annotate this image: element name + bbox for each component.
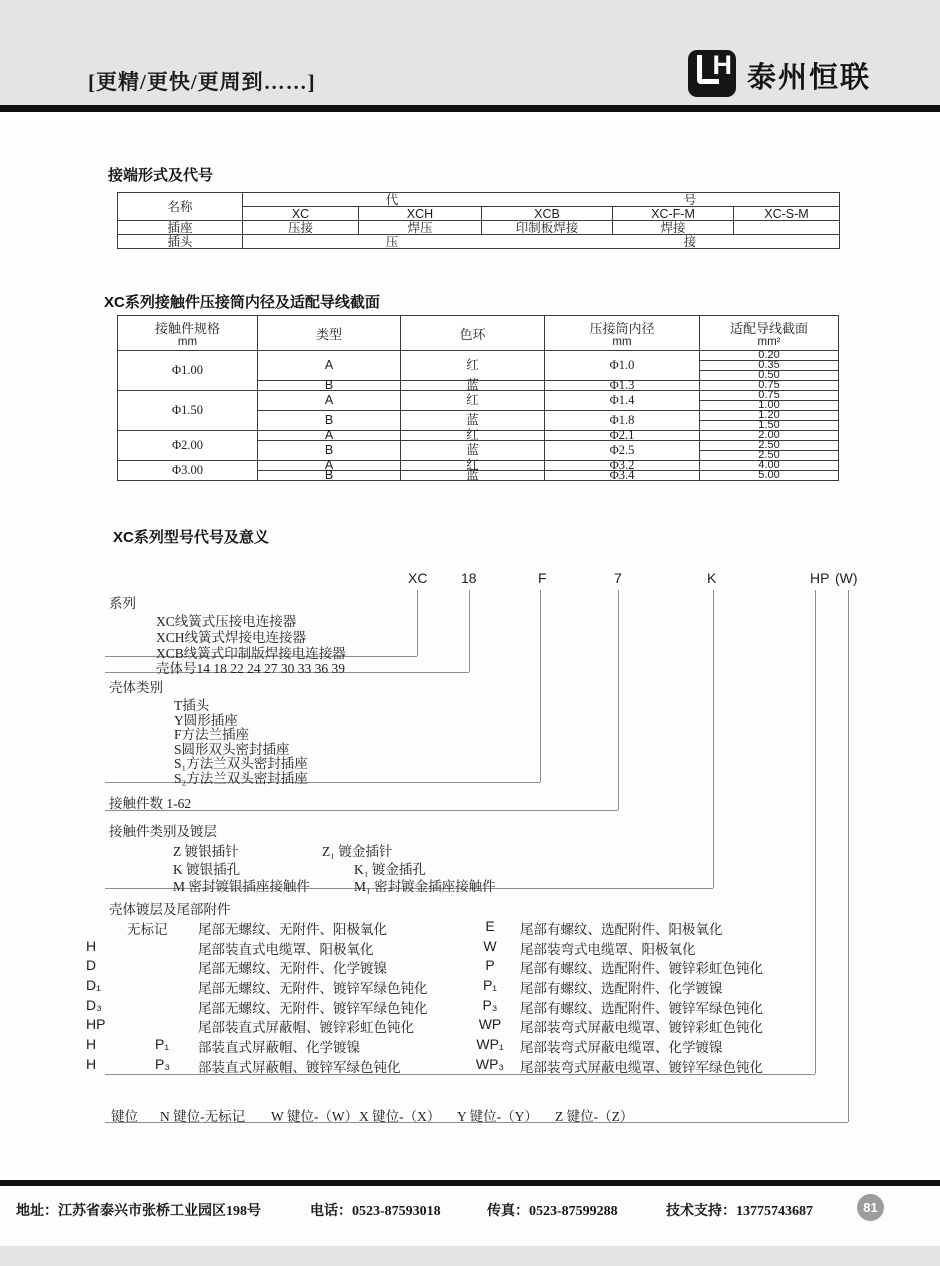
plating-desc: 部装直式屏蔽帽、化学镀镍 xyxy=(198,1040,360,1055)
table-cell: 0.35 xyxy=(700,361,839,371)
plating-code: P₁ xyxy=(482,977,498,993)
code-segment-shell-no: 18 xyxy=(461,570,477,586)
table-cell: 1.20 xyxy=(700,411,839,421)
key-position-item: Z 键位-（Z） xyxy=(555,1109,634,1124)
table-cell: Φ2.1 xyxy=(545,431,700,441)
plating-code: P₃ xyxy=(482,997,498,1013)
column-header-barrel: 压接筒内径 mm xyxy=(545,316,700,351)
slogan-text: [更精/更快/更周到……] xyxy=(88,70,316,94)
table-cell: XC xyxy=(243,207,359,221)
footer-divider xyxy=(0,1180,940,1186)
plating-code: P xyxy=(485,957,495,973)
connector-line xyxy=(618,590,619,810)
code-segment-key: (W) xyxy=(835,570,858,586)
table-cell: XCB xyxy=(482,207,613,221)
shell-type-label: 壳体类别 xyxy=(109,680,163,695)
model-code-diagram xyxy=(0,526,940,1156)
column-header-spec: 接触件规格 mm xyxy=(118,316,258,351)
table-cell: 0.75 xyxy=(700,381,839,391)
column-header-wire: 适配导线截面 mm² xyxy=(700,316,839,351)
code-header-char: 代 xyxy=(385,192,399,207)
contact-plating-item: M₁ 密封镀金插座接触件 xyxy=(354,879,496,894)
connector-line xyxy=(848,590,849,1122)
table-cell: 焊接 xyxy=(613,221,734,235)
table-cell xyxy=(734,221,840,235)
shell-type-item: S圆形双头密封插座 xyxy=(174,742,290,757)
plating-code: H xyxy=(86,1056,97,1072)
table-cell: B xyxy=(258,381,401,391)
table-cell: XC-S-M xyxy=(734,207,840,221)
table-cell: 0.20 xyxy=(700,351,839,361)
code-header-char: 号 xyxy=(683,192,697,207)
shell-type-item: T插头 xyxy=(174,698,210,713)
table-header-name: 名称 xyxy=(118,193,243,221)
crimp-barrel-table xyxy=(117,315,839,481)
contact-count-label: 接触件数 1-62 xyxy=(109,796,192,811)
plating-desc: 尾部无螺纹、无附件、化学镀镍 xyxy=(198,961,387,976)
plating-code: HP xyxy=(86,1016,106,1032)
plating-code: W xyxy=(483,938,497,954)
contact-plating-item: K 镀银插孔 xyxy=(173,862,241,877)
plating-code: E xyxy=(485,918,495,934)
table-cell: Φ3.2 xyxy=(545,461,700,471)
plating-code: H xyxy=(86,938,97,954)
table-cell xyxy=(243,235,840,249)
plating-desc: 尾部装弯式屏蔽电缆罩、化学镀镍 xyxy=(520,1040,723,1055)
table-cell: A xyxy=(258,431,401,441)
key-position-item: X 键位-（X） xyxy=(359,1109,441,1124)
plating-code: D₃ xyxy=(86,997,102,1013)
key-position-item: W 键位-（W） xyxy=(271,1109,359,1124)
plating-desc: 尾部有螺纹、选配附件、镀锌军绿色钝化 xyxy=(520,1001,763,1016)
table-cell: 印制板焊接 xyxy=(482,221,613,235)
table-cell: 焊压 xyxy=(359,221,482,235)
plating-desc: 尾部有螺纹、选配附件、化学镀镍 xyxy=(520,981,723,996)
table-cell: A xyxy=(258,351,401,381)
table-cell: Φ2.5 xyxy=(545,441,700,461)
table-cell: B xyxy=(258,471,401,481)
company-name: 泰州恒联 xyxy=(747,62,872,94)
table-cell: 红 xyxy=(401,461,545,471)
shell-type-item: S₁方法兰双头密封插座 xyxy=(174,756,308,771)
plating-code: WP xyxy=(478,1016,502,1032)
plating-desc: 尾部无螺纹、无附件、阳极氧化 xyxy=(198,922,387,937)
table-cell: 红 xyxy=(401,351,545,381)
key-position-label: 键位 xyxy=(111,1109,138,1124)
plating-desc: 尾部装弯式屏蔽电缆罩、镀锌军绿色钝化 xyxy=(520,1060,763,1075)
plating-code: P₃ xyxy=(155,1056,171,1072)
plug-cell-char: 压 xyxy=(385,234,399,249)
contact-plating-item: Z₁ 镀金插针 xyxy=(322,844,393,859)
table-cell: B xyxy=(258,411,401,431)
logo-h-letter: H xyxy=(712,50,732,80)
table-cell: Φ3.00 xyxy=(118,461,258,481)
table-cell: 蓝 xyxy=(401,381,545,391)
table-cell: Φ3.4 xyxy=(545,471,700,481)
table-cell: 0.75 xyxy=(700,391,839,401)
connector-line xyxy=(417,590,418,656)
contact-plating-item: K₁ 镀金插孔 xyxy=(354,862,426,877)
table-cell: 红 xyxy=(401,391,545,411)
column-header-ring: 色环 xyxy=(401,316,545,351)
table-cell: Φ1.00 xyxy=(118,351,258,391)
key-position-item: N 键位-无标记 xyxy=(160,1109,246,1124)
shell-type-item: F方法兰插座 xyxy=(174,727,250,742)
series-label: 系列 xyxy=(109,596,136,611)
footer-support: 技术支持：13775743687 xyxy=(666,1204,813,1219)
table-cell: 压接 xyxy=(243,221,359,235)
row-label-plug: 插头 xyxy=(118,235,243,249)
connector-line xyxy=(815,590,816,1074)
plating-desc: 尾部无螺纹、无附件、镀锌军绿色钝化 xyxy=(198,1001,428,1016)
section-title-terminal-codes: 接端形式及代号 xyxy=(108,167,214,184)
code-segment-contact-count: 7 xyxy=(614,570,622,586)
table-cell: 2.50 xyxy=(700,441,839,451)
plating-code: D₁ xyxy=(86,977,101,993)
connector-line xyxy=(105,782,540,783)
connector-line xyxy=(469,590,470,672)
code-segment-series: XC xyxy=(408,570,428,586)
footer-phone: 电话：0523-87593018 xyxy=(310,1204,441,1219)
table-cell: Φ1.0 xyxy=(545,351,700,381)
table-cell: 1.50 xyxy=(700,421,839,431)
table-cell: 1.00 xyxy=(700,401,839,411)
contact-plating-label: 接触件类别及镀层 xyxy=(109,824,217,839)
series-item: XCB线簧式印制版焊接电连接器 xyxy=(156,646,346,661)
key-position-item: Y 键位-（Y） xyxy=(457,1109,538,1124)
table-cell: 2.50 xyxy=(700,451,839,461)
code-segment-shell-type: F xyxy=(538,570,547,586)
table-cell: 0.50 xyxy=(700,371,839,381)
series-item: XCH线簧式焊接电连接器 xyxy=(156,630,307,645)
footer-address: 地址：江苏省泰兴市张桥工业园区198号 xyxy=(16,1204,261,1219)
plating-code: 无标记 xyxy=(127,922,168,937)
section-title-model-code: XC系列型号代号及意义 xyxy=(113,529,269,546)
terminal-code-table xyxy=(117,192,840,249)
footer-fax: 传真：0523-87599288 xyxy=(487,1204,618,1219)
plating-desc: 尾部装弯式电缆罩、阳极氧化 xyxy=(520,942,696,957)
series-item: XC线簧式压接电连接器 xyxy=(156,614,297,629)
table-cell: 2.00 xyxy=(700,431,839,441)
plating-desc: 尾部装弯式屏蔽电缆罩、镀锌彩虹色钝化 xyxy=(520,1020,763,1035)
company-logo-icon xyxy=(688,50,736,97)
shell-type-item: S₂方法兰双头密封插座 xyxy=(174,771,308,786)
table-cell: 蓝 xyxy=(401,411,545,431)
plating-desc: 尾部装直式屏蔽帽、镀锌彩虹色钝化 xyxy=(198,1020,414,1035)
table-cell: XCH xyxy=(359,207,482,221)
code-segment-tail: HP xyxy=(810,570,830,586)
connector-line xyxy=(540,590,541,782)
plating-desc: 尾部有螺纹、选配附件、阳极氧化 xyxy=(520,922,723,937)
plating-desc: 部装直式屏蔽帽、镀锌军绿色钝化 xyxy=(198,1060,401,1075)
plating-desc: 尾部有螺纹、选配附件、镀锌彩虹色钝化 xyxy=(520,961,763,976)
table-cell: XC-F-M xyxy=(613,207,734,221)
plating-code: WP₁ xyxy=(476,1036,504,1052)
table-header-code xyxy=(243,193,840,207)
table-cell: 红 xyxy=(401,431,545,441)
plating-desc: 尾部无螺纹、无附件、镀锌军绿色钝化 xyxy=(198,981,428,996)
connector-line xyxy=(713,590,714,888)
code-segment-contact-type: K xyxy=(707,570,717,586)
plating-desc: 尾部装直式电缆罩、阳极氧化 xyxy=(198,942,374,957)
plug-cell-char: 接 xyxy=(683,234,697,249)
table-cell: Φ2.00 xyxy=(118,431,258,461)
footer-band xyxy=(0,1246,940,1266)
table-cell: Φ1.3 xyxy=(545,381,700,391)
contact-plating-item: Z 镀银插针 xyxy=(173,844,239,859)
plating-code: P₁ xyxy=(155,1036,170,1052)
table-cell: Φ1.50 xyxy=(118,391,258,431)
table-cell: 蓝 xyxy=(401,471,545,481)
table-cell: A xyxy=(258,391,401,411)
shell-number-item: 壳体号14 18 22 24 27 30 33 36 39 xyxy=(156,661,345,676)
column-header-type: 类型 xyxy=(258,316,401,351)
table-cell: A xyxy=(258,461,401,471)
table-cell: B xyxy=(258,441,401,461)
plating-code: H xyxy=(86,1036,97,1052)
plating-code: D xyxy=(86,957,97,973)
section-title-crimp-table: XC系列接触件压接筒内径及适配导线截面 xyxy=(104,294,380,311)
table-cell: Φ1.4 xyxy=(545,391,700,411)
table-cell: Φ1.8 xyxy=(545,411,700,431)
header-divider xyxy=(0,105,940,112)
page-number-badge: 81 xyxy=(857,1194,884,1221)
plating-code: WP₃ xyxy=(475,1056,505,1072)
table-cell: 5.00 xyxy=(700,471,839,481)
table-cell: 蓝 xyxy=(401,441,545,461)
row-label-socket: 插座 xyxy=(118,221,243,235)
contact-plating-item: M 密封镀银插座接触件 xyxy=(173,879,310,894)
shell-plating-label: 壳体镀层及尾部附件 xyxy=(109,902,231,917)
table-cell: 4.00 xyxy=(700,461,839,471)
shell-type-item: Y圆形插座 xyxy=(174,713,238,728)
